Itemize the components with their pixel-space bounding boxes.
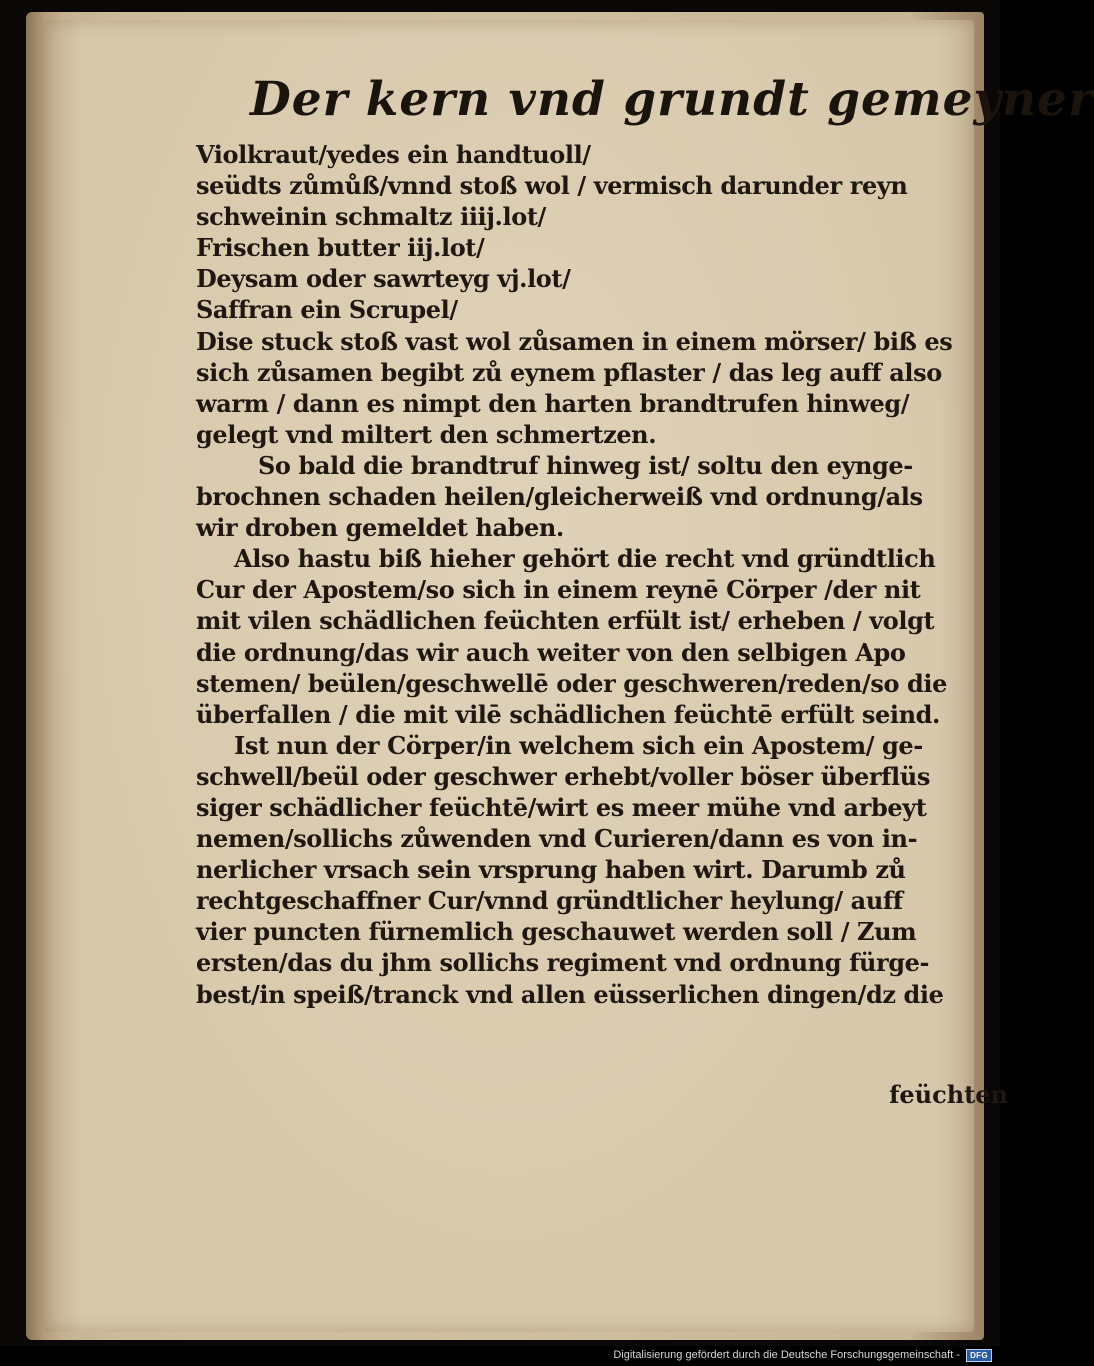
text-line: die ordnung/das wir auch weiter von den selbigen Apo xyxy=(196,637,906,667)
text-line: Violkraut/yedes ein handtuoll/ xyxy=(196,140,591,169)
text-line: nemen/sollichs zůwenden vnd Curieren/dann es von in- xyxy=(196,824,918,854)
text-line: nerlicher vrsach sein vrsprung haben wirt. Darumb zů xyxy=(196,855,906,885)
text-line: siger schädlicher feüchtē/wirt es meer mühe vnd arbeyt xyxy=(196,792,927,822)
text-line: wir droben gemeldet haben. xyxy=(196,513,564,543)
dfg-logo: DFG xyxy=(966,1349,992,1362)
running-title: Der kern vnd grundt gemeyner xyxy=(250,72,1094,127)
text-block xyxy=(196,139,953,1010)
digitization-credit: Digitalisierung gefördert durch die Deutsche Forschungsgemeinschaft - xyxy=(613,1349,960,1361)
text-line: seüdts zůmůß/vnnd stoß wol / vermisch darunder reyn xyxy=(196,171,908,201)
text-line: vier puncten fürnemlich geschauwet werden soll / Zum xyxy=(196,917,917,947)
text-line: schweinin schmaltz iiij.lot/ xyxy=(196,202,546,232)
text-line: rechtgeschaffner Cur/vnnd gründtlicher heylung/ auff xyxy=(196,886,903,916)
text-line: mit vilen schädlichen feüchten erfült ist/ erheben / volgt xyxy=(196,606,935,636)
text-line: überfallen / die mit vilē schädlichen feüchtē erfült seind. xyxy=(196,699,940,729)
text-line: Frischen butter iij.lot/ xyxy=(196,233,485,263)
text-line: Also hastu biß hieher gehört die recht vnd gründtlich xyxy=(234,544,936,574)
footer-bar xyxy=(0,1346,1000,1366)
text-line: brochnen schaden heilen/gleicherweiß vnd ordnung/als xyxy=(196,482,923,512)
text-line: Saffran ein Scrupel/ xyxy=(196,295,458,325)
text-line: stemen/ beülen/geschwellē oder geschweren/reden/so die xyxy=(196,668,947,698)
text-line: Cur der Apostem/so sich in einem reynē Cörper /der nit xyxy=(196,575,921,605)
catchword: feüchten xyxy=(889,1080,1008,1109)
text-line: schwell/beül oder geschwer erhebt/voller böser überflüs xyxy=(196,761,930,791)
text-line: ersten/das du jhm sollichs regiment vnd ordnung fürge- xyxy=(196,948,930,978)
text-line: Ist nun der Cörper/in welchem sich ein Apostem/ ge- xyxy=(234,730,923,760)
text-line: gelegt vnd miltert den schmertzen. xyxy=(196,419,657,449)
text-line: Deysam oder sawrteyg vj.lot/ xyxy=(196,264,571,294)
text-line: Dise stuck stoß vast wol zůsamen in einem mörser/ biß es xyxy=(196,326,953,356)
text-line: warm / dann es nimpt den harten brandtrufen hinweg/ xyxy=(196,388,910,418)
text-line: best/in speiß/tranck vnd allen eüsserlichen dingen/dz die xyxy=(196,979,944,1009)
text-line: sich zůsamen begibt zů eynem pflaster / das leg auff also xyxy=(196,357,942,387)
text-line: So bald die brandtruf hinweg ist/ soltu den eynge- xyxy=(258,450,913,480)
